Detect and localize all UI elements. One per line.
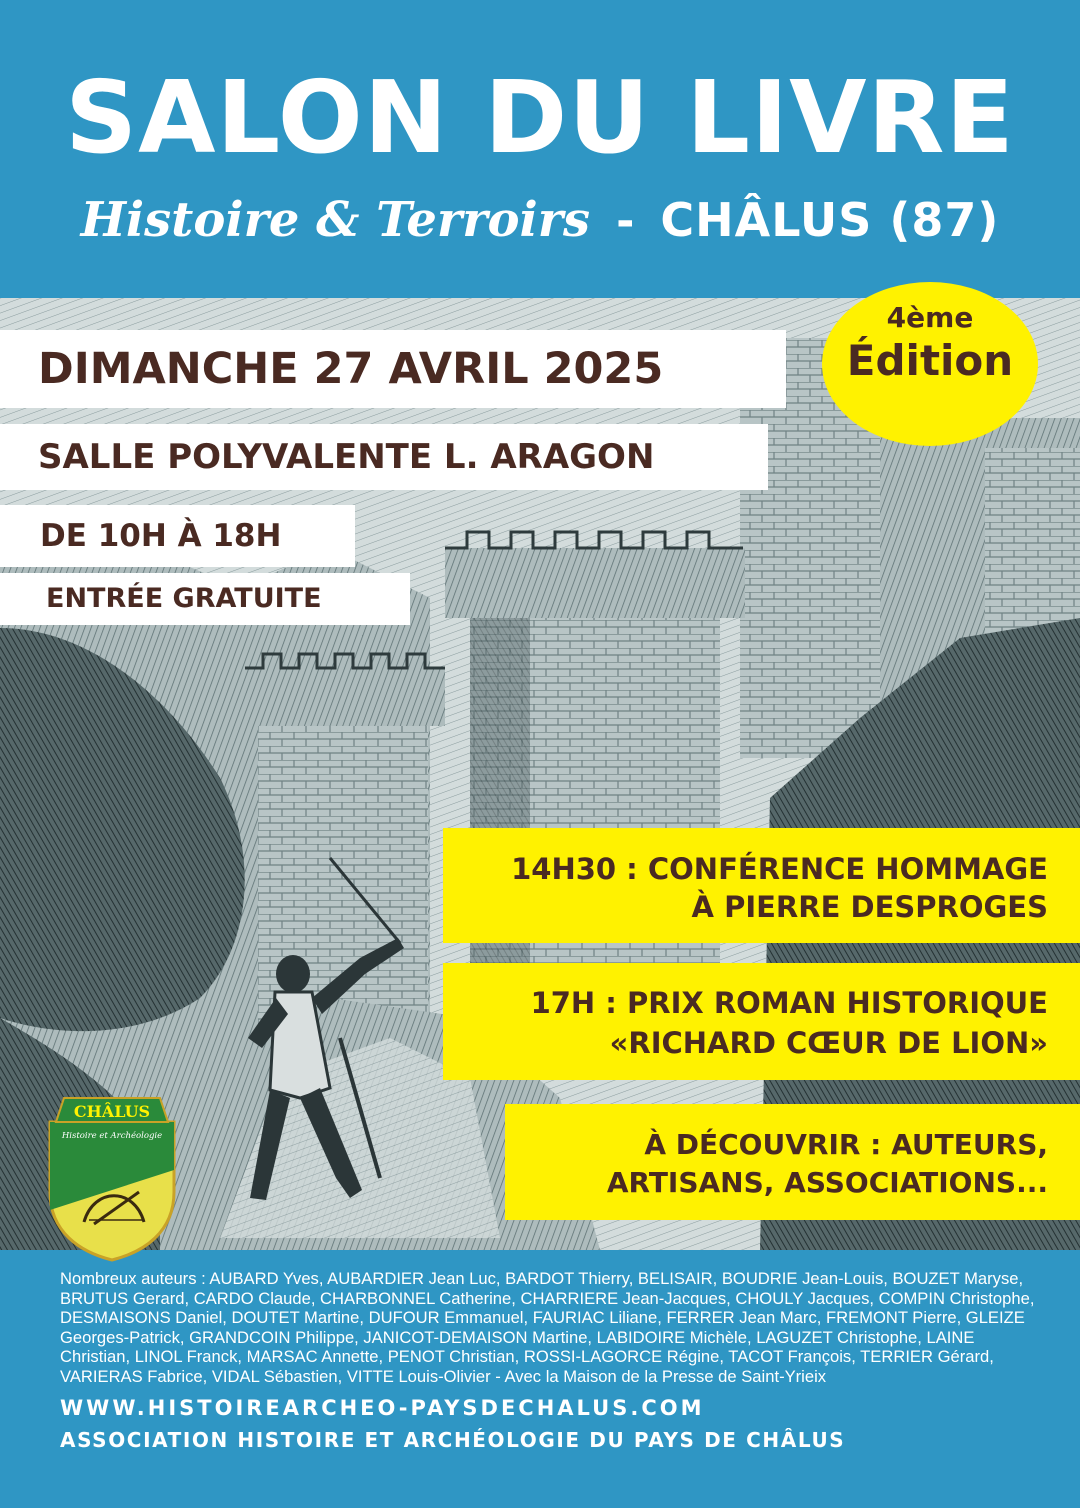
program-prize-line1: 17H : PRIX ROMAN HISTORIQUE — [530, 986, 1048, 1020]
authors-list: Nombreux auteurs : AUBARD Yves, AUBARDIER Jean Luc, BARDOT Thierry, BELISAIR, BOUDRIE Jean-Louis, BOUZET Maryse, BRUTUS Gerard, CARDO Claude, CHARBONNEL Catherine, CHARRIERE Jean-Jacques, CHOULY Jacques, COMPIN Christophe, DESMAISONS Daniel, DOUTET Martine, DUFOUR Emmanuel, FAURIAC Liliane, FERRER Jean Marc, FREMONT Pierre, GLEIZE Georges-Patrick, GRANDCOIN Philippe, JANICOT-DEMAISON Martine, LABIDOIRE Michèle, LAGUZET Christophe, LAINE Christian, LINOL Franck, MARSAC Annette, PENOT Christian, ROSSI-LAGORCE Régine, TACOT François, TERRIER Gérard, VARIERAS Fabrice, VIDAL Sébastien, VITTE Louis-Olivier - Avec la Maison de la Presse de Saint-Yrieix — [60, 1269, 1035, 1386]
program-discover-line2: ARTISANS, ASSOCIATIONS... — [606, 1166, 1048, 1199]
program-conference — [443, 828, 1080, 943]
event-venue: SALLE POLYVALENTE L. ARAGON — [0, 424, 768, 490]
edition-number: 4ème — [886, 301, 974, 334]
subtitle-script: Histoire & Terroirs — [80, 192, 591, 248]
program-conference-line2: À PIERRE DESPROGES — [691, 890, 1048, 924]
association-name: ASSOCIATION HISTOIRE ET ARCHÉOLOGIE DU PAYS DE CHÂLUS — [60, 1428, 846, 1452]
emblem-motto: Histoire et Archéologie — [61, 1131, 163, 1141]
subtitle-row — [0, 192, 1080, 248]
program-conference-line1: 14H30 : CONFÉRENCE HOMMAGE — [511, 852, 1048, 886]
edition-label: Édition — [846, 336, 1014, 385]
edition-badge — [822, 282, 1038, 446]
association-emblem — [44, 1092, 180, 1262]
event-date: DIMANCHE 27 AVRIL 2025 — [0, 330, 786, 408]
event-hours: DE 10H À 18H — [0, 505, 355, 567]
program-discover-line1: À DÉCOUVRIR : AUTEURS, — [644, 1128, 1048, 1161]
subtitle-separator: - — [616, 196, 635, 247]
subtitle-place: CHÂLUS (87) — [660, 193, 1000, 247]
program-prize — [443, 963, 1080, 1080]
program-prize-line2: «RICHARD CŒUR DE LION» — [609, 1026, 1048, 1060]
program-discover — [505, 1104, 1080, 1220]
event-entry: ENTRÉE GRATUITE — [0, 573, 410, 625]
emblem-title: CHÂLUS — [73, 1102, 151, 1121]
poster-title: SALON DU LIVRE — [65, 59, 1015, 176]
website-link[interactable]: WWW.HISTOIREARCHEO-PAYSDECHALUS.COM — [60, 1396, 705, 1420]
